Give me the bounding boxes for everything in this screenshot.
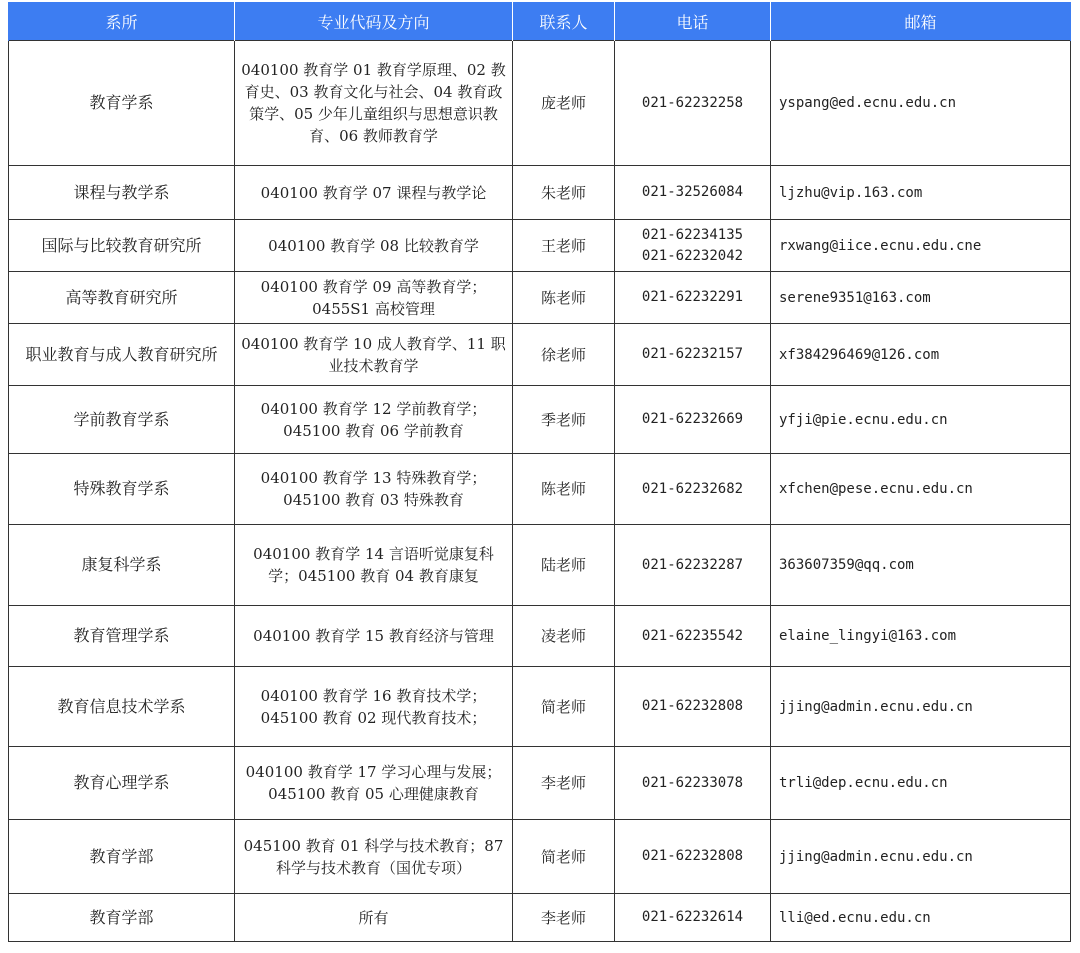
program-cell: 045100 教育 01 科学与技术教育；87 科学与技术教育（国优专项）: [235, 820, 513, 894]
phone-cell: 021-62232291: [615, 272, 771, 324]
header-program: 专业代码及方向: [235, 2, 513, 41]
contact-cell: 陈老师: [513, 454, 615, 525]
table-row: [9, 747, 1071, 820]
dept-cell: 国际与比较教育研究所: [9, 220, 235, 272]
program-cell: 040100 教育学 16 教育技术学；045100 教育 02 现代教育技术；: [235, 667, 513, 747]
dept-cell: 教育学系: [9, 41, 235, 166]
dept-cell: 课程与教学系: [9, 166, 235, 220]
table-row: [9, 454, 1071, 525]
program-cell: 040100 教育学 12 学前教育学；045100 教育 06 学前教育: [235, 386, 513, 454]
program-cell: 040100 教育学 07 课程与教学论: [235, 166, 513, 220]
dept-cell: 特殊教育学系: [9, 454, 235, 525]
program-cell: 040100 教育学 08 比较教育学: [235, 220, 513, 272]
table-row: [9, 386, 1071, 454]
email-cell[interactable]: [771, 747, 1071, 820]
email-cell[interactable]: [771, 324, 1071, 386]
contact-cell: 王老师: [513, 220, 615, 272]
phone-cell: 021-62232258: [615, 41, 771, 166]
contact-cell: 简老师: [513, 820, 615, 894]
phone-cell: 021-62232808: [615, 820, 771, 894]
phone-cell: 021-62232808: [615, 667, 771, 747]
dept-cell: 学前教育学系: [9, 386, 235, 454]
phone-cell: 021-32526084: [615, 166, 771, 220]
program-cell: 040100 教育学 14 言语听觉康复科学；045100 教育 04 教育康复: [235, 525, 513, 606]
contact-cell: 凌老师: [513, 606, 615, 667]
phone-cell: [615, 220, 771, 272]
email-cell[interactable]: [771, 41, 1071, 166]
contact-cell: 陈老师: [513, 272, 615, 324]
dept-cell: 职业教育与成人教育研究所: [9, 324, 235, 386]
contact-cell: 庞老师: [513, 41, 615, 166]
phone-cell: 021-62232682: [615, 454, 771, 525]
email-cell[interactable]: [771, 386, 1071, 454]
email-link[interactable]: serene9351@163.com: [779, 289, 931, 306]
program-cell: 所有: [235, 894, 513, 942]
program-cell: 040100 教育学 13 特殊教育学；045100 教育 03 特殊教育: [235, 454, 513, 525]
dept-cell: 教育信息技术学系: [9, 667, 235, 747]
phone-cell: 021-62232669: [615, 386, 771, 454]
email-link[interactable]: xf384296469@126.com: [779, 346, 940, 363]
table-row: [9, 41, 1071, 166]
program-cell: 040100 教育学 17 学习心理与发展；045100 教育 05 心理健康教育: [235, 747, 513, 820]
contact-table: [8, 2, 1071, 942]
dept-cell: 教育管理学系: [9, 606, 235, 667]
email-link[interactable]: 363607359@qq.com: [779, 557, 914, 573]
table-row: [9, 220, 1071, 272]
email-cell[interactable]: [771, 220, 1071, 272]
email-link[interactable]: xfchen@pese.ecnu.edu.cn: [779, 481, 973, 497]
phone-cell: 021-62232157: [615, 324, 771, 386]
phone-cell: 021-62233078: [615, 747, 771, 820]
phone-secondary: 021-62232042: [641, 247, 744, 264]
phone-cell: 021-62232287: [615, 525, 771, 606]
table-row: [9, 324, 1071, 386]
email-link[interactable]: yspang@ed.ecnu.edu.cn: [779, 95, 957, 111]
email-link[interactable]: lli@ed.ecnu.edu.cn: [779, 909, 931, 926]
dept-cell: 康复科学系: [9, 525, 235, 606]
dept-cell: 教育学部: [9, 894, 235, 942]
email-link[interactable]: trli@dep.ecnu.edu.cn: [779, 775, 948, 791]
email-cell[interactable]: [771, 667, 1071, 747]
email-cell[interactable]: [771, 272, 1071, 324]
email-link[interactable]: yfji@pie.ecnu.edu.cn: [779, 411, 948, 428]
contact-cell: 简老师: [513, 667, 615, 747]
table-row: [9, 820, 1071, 894]
table-row: [9, 894, 1071, 942]
table-row: [9, 667, 1071, 747]
program-cell: 040100 教育学 09 高等教育学；0455S1 高校管理: [235, 272, 513, 324]
contact-cell: 徐老师: [513, 324, 615, 386]
contact-cell: 李老师: [513, 747, 615, 820]
dept-cell: 高等教育研究所: [9, 272, 235, 324]
dept-cell: 教育学部: [9, 820, 235, 894]
table-row: [9, 272, 1071, 324]
header-row: [9, 2, 1071, 41]
email-link[interactable]: jjing@admin.ecnu.edu.cn: [779, 848, 973, 865]
email-cell[interactable]: [771, 894, 1071, 942]
contact-cell: 朱老师: [513, 166, 615, 220]
phone-primary: 021-62234135: [641, 226, 744, 243]
contact-cell: 李老师: [513, 894, 615, 942]
email-link[interactable]: elaine_lingyi@163.com: [779, 628, 957, 644]
table-row: [9, 606, 1071, 667]
email-cell[interactable]: [771, 606, 1071, 667]
program-cell: 040100 教育学 01 教育学原理、02 教育史、03 教育文化与社会、04 教育政策学、05 少年儿童组织与思想意识教育、06 教师教育学: [235, 41, 513, 166]
dept-cell: 教育心理学系: [9, 747, 235, 820]
email-link[interactable]: jjing@admin.ecnu.edu.cn: [779, 698, 973, 715]
email-link[interactable]: ljzhu@vip.163.com: [779, 184, 923, 201]
contact-cell: 季老师: [513, 386, 615, 454]
email-link[interactable]: rxwang@iice.ecnu.edu.cne: [779, 237, 982, 254]
email-cell[interactable]: [771, 166, 1071, 220]
table-row: [9, 166, 1071, 220]
email-cell[interactable]: [771, 454, 1071, 525]
header-email: 邮箱: [771, 2, 1071, 41]
phone-cell: 021-62232614: [615, 894, 771, 942]
email-cell[interactable]: [771, 820, 1071, 894]
table-row: [9, 525, 1071, 606]
header-phone: 电话: [615, 2, 771, 41]
program-cell: 040100 教育学 10 成人教育学、11 职业技术教育学: [235, 324, 513, 386]
phone-cell: 021-62235542: [615, 606, 771, 667]
contact-cell: 陆老师: [513, 525, 615, 606]
header-dept: 系所: [9, 2, 235, 41]
header-contact: 联系人: [513, 2, 615, 41]
email-cell[interactable]: [771, 525, 1071, 606]
program-cell: 040100 教育学 15 教育经济与管理: [235, 606, 513, 667]
